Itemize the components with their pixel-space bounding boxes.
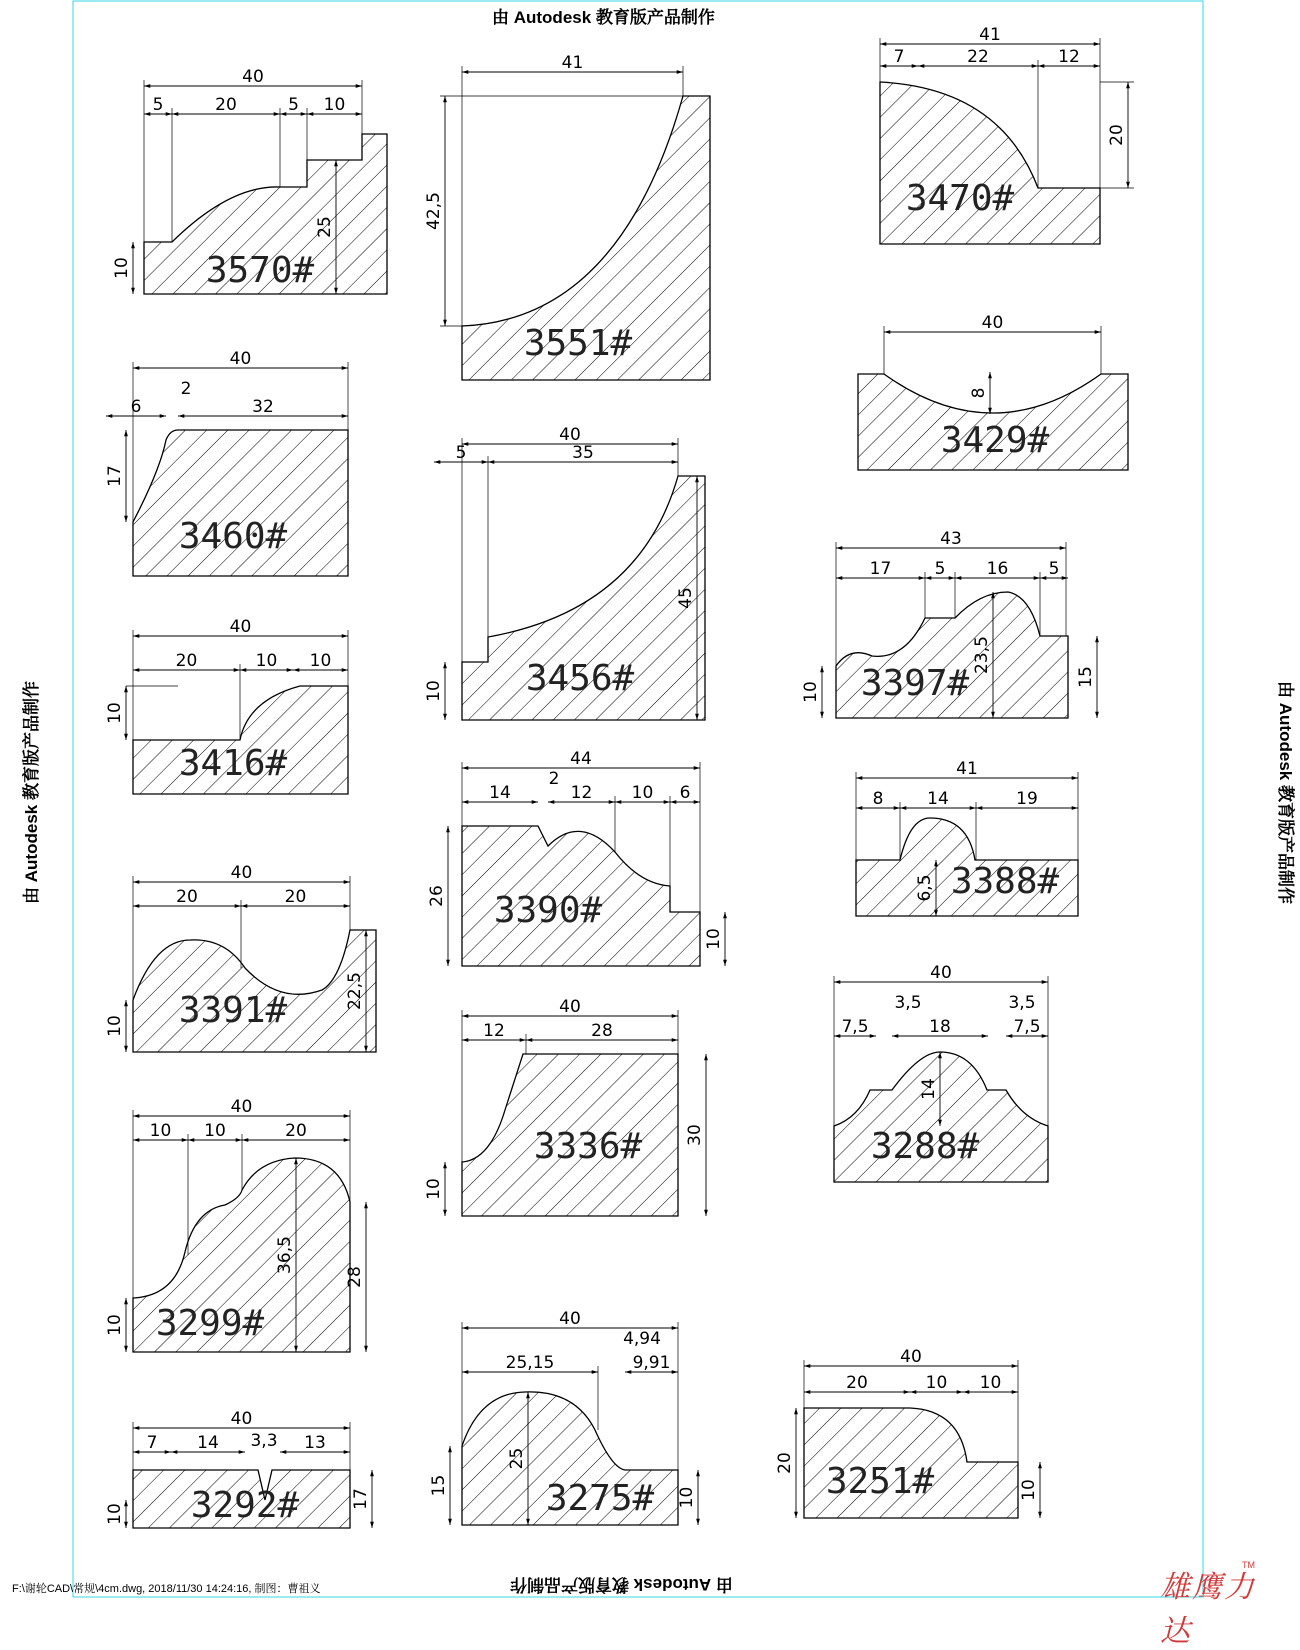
dimension-label: 32 bbox=[252, 397, 274, 417]
dimension-label: 9,91 bbox=[632, 1353, 671, 1373]
dimension-label: 7,5 bbox=[1013, 1017, 1041, 1037]
dimension-label: 10 bbox=[925, 1373, 948, 1393]
profile-code: 3275# bbox=[545, 1478, 655, 1519]
watermark-left: 由 Autodesk 教育版产品制作 bbox=[21, 681, 41, 904]
dimension-label: 40 bbox=[900, 1347, 922, 1367]
dimension-label: 10 bbox=[112, 257, 132, 279]
dimension-label: 13 bbox=[304, 1433, 326, 1453]
dimension-label: 7 bbox=[146, 1433, 158, 1453]
dimension-label: 28 bbox=[345, 1266, 365, 1288]
dimension-label: 5 bbox=[455, 443, 467, 463]
dimension-label: 5 bbox=[934, 559, 946, 579]
dimension-label: 8 bbox=[969, 387, 989, 399]
dimension-label: 19 bbox=[1016, 789, 1038, 809]
dimension-label: 22 bbox=[967, 47, 989, 67]
dimension-label: 40 bbox=[559, 425, 581, 445]
dimension-label: 10 bbox=[1019, 1479, 1039, 1501]
dimension-label: 17 bbox=[105, 465, 125, 487]
watermark-top: 由 Autodesk 教育版产品制作 bbox=[492, 8, 715, 27]
dimension-label: 16 bbox=[986, 559, 1009, 579]
dimension-label: 6 bbox=[679, 783, 691, 803]
dimension-label: 35 bbox=[572, 443, 594, 463]
dimension-label: 25,15 bbox=[505, 1353, 555, 1373]
dimension-label: 20 bbox=[176, 887, 198, 907]
dimension-label: 14 bbox=[919, 1078, 939, 1100]
watermark-right: 由 Autodesk 教育版产品制作 bbox=[1275, 681, 1295, 904]
dimension-label: 14 bbox=[927, 789, 949, 809]
dimension-label: 20 bbox=[215, 95, 237, 115]
dimension-label: 2 bbox=[180, 379, 192, 399]
profile-code: 3570# bbox=[205, 250, 315, 291]
dimension-label: 10 bbox=[105, 1015, 125, 1037]
dimension-label: 20 bbox=[285, 1121, 307, 1141]
dimension-label: 6,5 bbox=[915, 874, 935, 902]
watermark-bottom: 由 Autodesk 教育版产品制作 bbox=[510, 1575, 733, 1594]
profile-code: 3470# bbox=[905, 178, 1015, 219]
dimension-label: 6 bbox=[130, 397, 142, 417]
profile-code: 3390# bbox=[493, 890, 603, 931]
dimension-label: 40 bbox=[230, 1097, 253, 1117]
dimension-label: 44 bbox=[570, 749, 592, 769]
profile-code: 3288# bbox=[870, 1126, 980, 1167]
profile-code: 3456# bbox=[525, 658, 635, 699]
dimension-label: 40 bbox=[559, 997, 581, 1017]
profile-code: 3429# bbox=[940, 420, 1050, 461]
dimension-label: 41 bbox=[561, 53, 584, 73]
dimension-label: 2 bbox=[548, 769, 560, 789]
dimension-label: 20 bbox=[775, 1452, 795, 1474]
dimension-label: 7,5 bbox=[841, 1017, 869, 1037]
dimension-label: 5 bbox=[1048, 559, 1060, 579]
dimension-label: 10 bbox=[424, 680, 444, 702]
dimension-label: 15 bbox=[429, 1474, 449, 1497]
brand-logo: 雄鹰力达 bbox=[1160, 1570, 1256, 1649]
dimension-label: 43 bbox=[940, 529, 962, 549]
dimension-label: 10 bbox=[255, 651, 278, 671]
dimension-label: 3,5 bbox=[894, 993, 922, 1013]
dimension-label: 10 bbox=[309, 651, 332, 671]
profile-code: 3299# bbox=[155, 1303, 265, 1344]
dimension-label: 30 bbox=[685, 1124, 705, 1146]
dimension-label: 10 bbox=[105, 1503, 125, 1525]
dimension-label: 10 bbox=[105, 702, 125, 724]
dimension-label: 40 bbox=[559, 1309, 581, 1329]
dimension-label: 28 bbox=[591, 1021, 613, 1041]
profile-code: 3336# bbox=[533, 1126, 643, 1167]
dimension-label: 12 bbox=[570, 783, 593, 803]
dimension-label: 23,5 bbox=[972, 636, 992, 674]
profile-code: 3397# bbox=[860, 663, 970, 704]
dimension-label: 25 bbox=[507, 1447, 527, 1470]
dimension-label: 20 bbox=[846, 1373, 868, 1393]
dimension-label: 3,5 bbox=[1008, 993, 1036, 1013]
dimension-label: 15 bbox=[1076, 666, 1096, 688]
dimension-label: 41 bbox=[956, 759, 978, 779]
dimension-label: 12 bbox=[483, 1021, 505, 1041]
dimension-label: 20 bbox=[1107, 124, 1127, 146]
dimension-label: 10 bbox=[801, 681, 821, 703]
dimension-label: 7 bbox=[893, 47, 905, 67]
dimension-label: 8 bbox=[872, 789, 884, 809]
dimension-label: 5 bbox=[288, 95, 299, 115]
dimension-label: 26 bbox=[427, 885, 447, 907]
dimension-label: 22,5 bbox=[345, 972, 365, 1010]
dimension-label: 36,5 bbox=[275, 1236, 295, 1274]
dimension-label: 17 bbox=[351, 1488, 371, 1510]
dimension-label: 10 bbox=[677, 1486, 697, 1509]
dimension-label: 10 bbox=[204, 1121, 226, 1141]
dimension-label: 20 bbox=[175, 651, 198, 671]
trademark-mark: TM bbox=[1242, 1560, 1255, 1570]
profile-code: 3391# bbox=[178, 990, 288, 1031]
dimension-label: 41 bbox=[979, 25, 1001, 45]
dimension-label: 10 bbox=[424, 1178, 444, 1200]
dimension-label: 40 bbox=[229, 617, 252, 637]
dimension-label: 45 bbox=[676, 587, 696, 609]
profile-code: 3251# bbox=[825, 1461, 935, 1502]
profile-code: 3551# bbox=[523, 323, 633, 364]
dimension-label: 10 bbox=[704, 928, 724, 950]
dimension-label: 12 bbox=[1058, 47, 1080, 67]
dimension-label: 14 bbox=[489, 783, 511, 803]
file-path-footer: F:\谢轮CAD\常规\4cm.dwg, 2018/11/30 14:24:16, 制图：曹祖义 bbox=[12, 1583, 321, 1595]
dimension-label: 10 bbox=[979, 1373, 1002, 1393]
dimension-label: 42,5 bbox=[424, 192, 444, 230]
dimension-label: 20 bbox=[284, 887, 307, 907]
profile-code: 3460# bbox=[178, 516, 288, 557]
dimension-label: 18 bbox=[929, 1017, 951, 1037]
dimension-label: 4,94 bbox=[623, 1329, 661, 1349]
dimension-label: 14 bbox=[197, 1433, 219, 1453]
dimension-label: 40 bbox=[242, 67, 264, 87]
dimension-label: 10 bbox=[631, 783, 654, 803]
dimension-label: 5 bbox=[152, 95, 164, 115]
profile-section bbox=[880, 82, 1100, 244]
dimension-label: 40 bbox=[981, 313, 1004, 333]
dimension-label: 25 bbox=[315, 216, 335, 238]
dimension-label: 40 bbox=[230, 1409, 253, 1429]
dimension-label: 40 bbox=[930, 963, 952, 983]
profile-code: 3388# bbox=[950, 861, 1060, 902]
dimension-label: 40 bbox=[229, 349, 252, 369]
profile-code: 3292# bbox=[190, 1485, 300, 1526]
dimension-label: 3,3 bbox=[250, 1431, 278, 1451]
dimension-label: 40 bbox=[230, 863, 253, 883]
profile-code: 3416# bbox=[178, 743, 288, 784]
dimension-label: 10 bbox=[105, 1314, 125, 1336]
dimension-label: 17 bbox=[869, 559, 892, 579]
dimension-label: 10 bbox=[323, 95, 346, 115]
dimension-label: 10 bbox=[149, 1121, 172, 1141]
